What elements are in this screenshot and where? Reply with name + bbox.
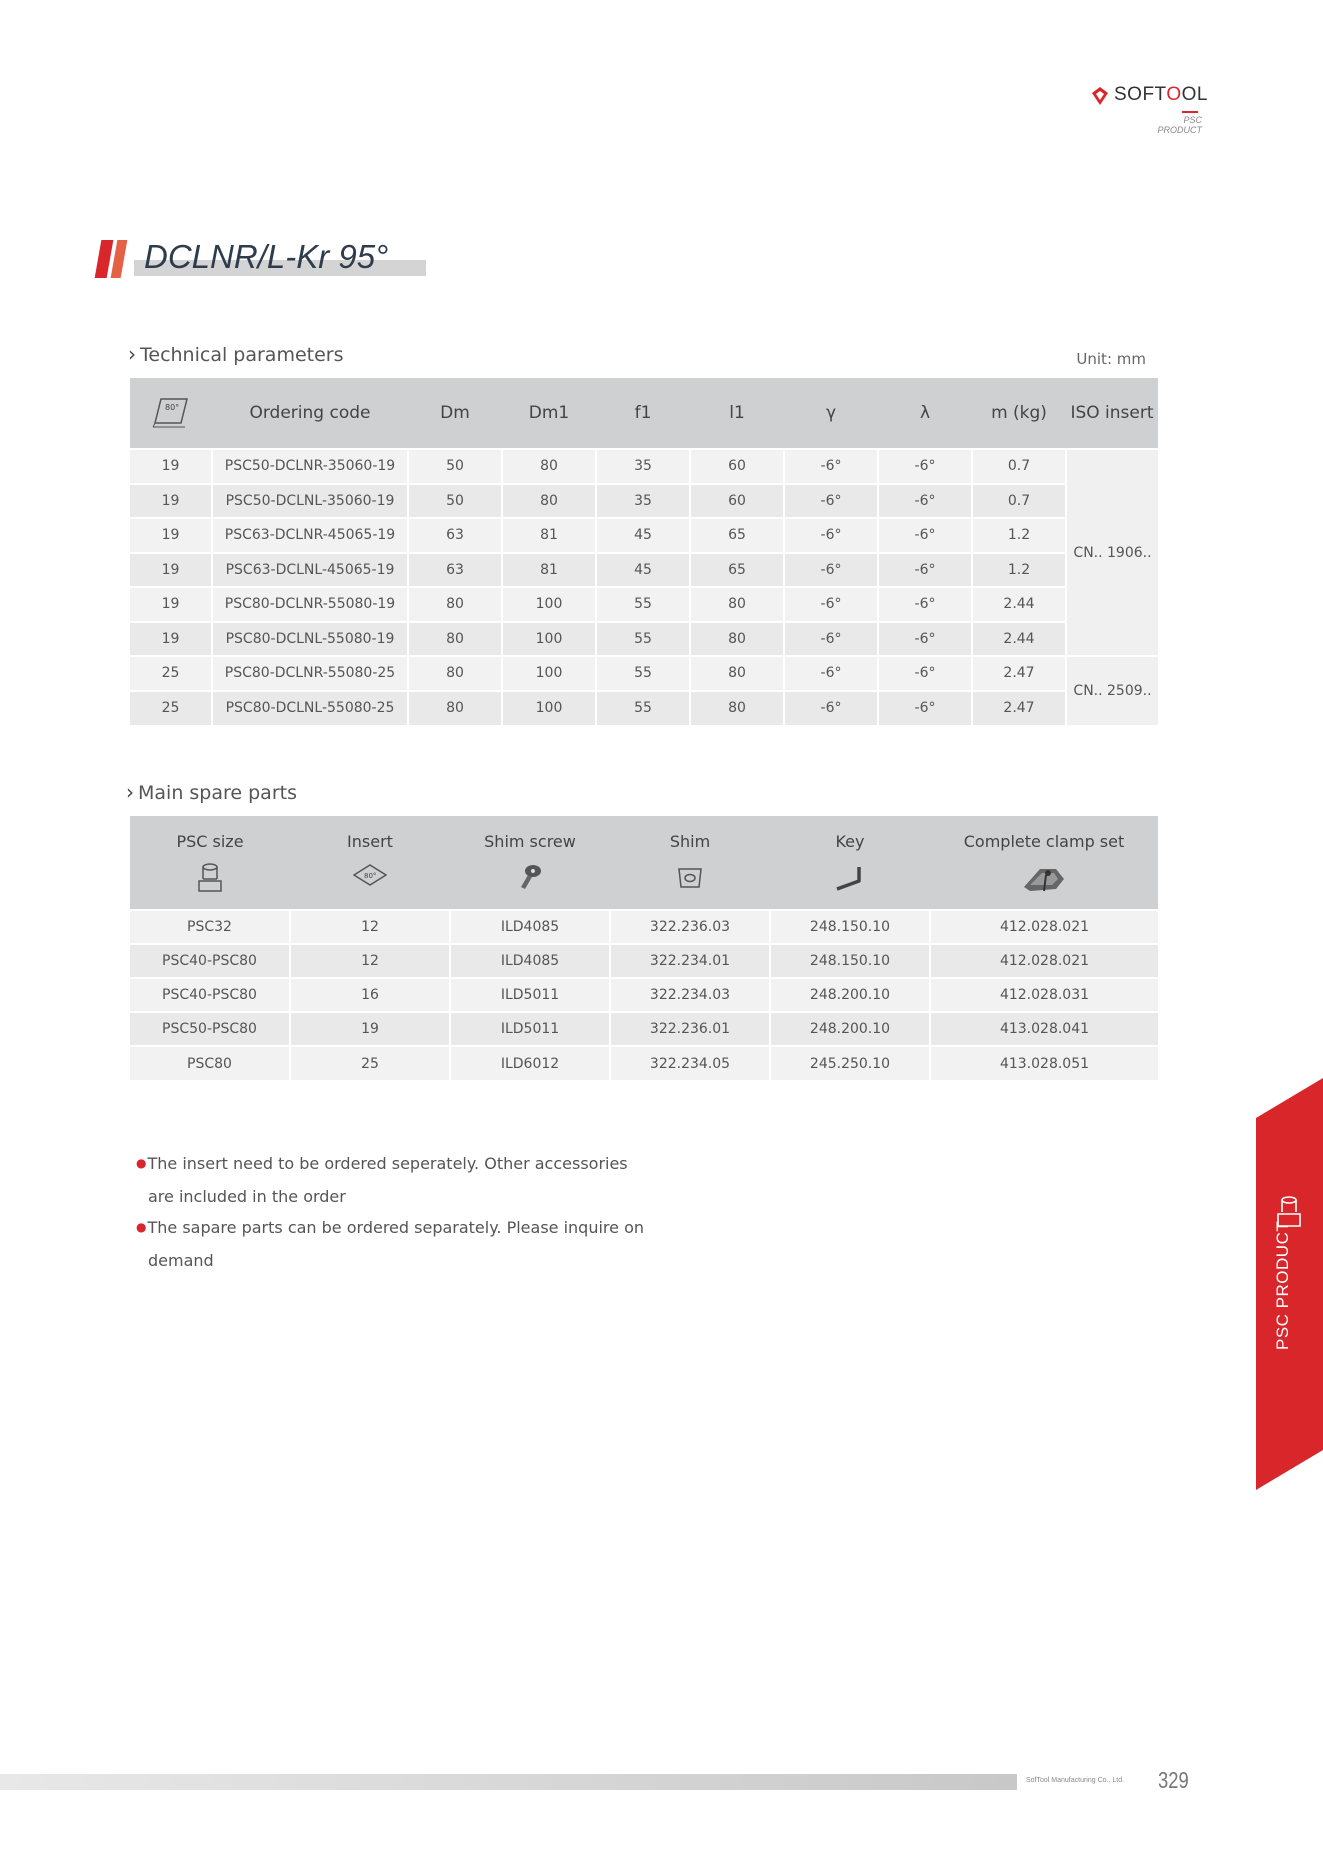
dm-cell: 80 (408, 587, 502, 622)
lambda-cell: -6° (878, 449, 972, 484)
footer-bar (0, 1774, 1017, 1790)
f1-cell: 55 (596, 691, 690, 726)
table-header-row (130, 378, 1158, 449)
mass-cell: 1.2 (972, 553, 1066, 588)
gamma-cell: -6° (784, 518, 878, 553)
iso-insert-header: ISO insert (1066, 378, 1158, 449)
dm-header: Dm (408, 378, 502, 449)
key-header: Key (770, 816, 930, 910)
table-row (130, 1046, 1158, 1080)
l1-cell: 80 (690, 691, 784, 726)
table-row (130, 978, 1158, 1012)
key-cell: 245.250.10 (770, 1046, 930, 1080)
dm1-cell: 100 (502, 691, 596, 726)
ordering-code-cell: PSC80-DCLNL-55080-25 (212, 691, 408, 726)
dm1-cell: 100 (502, 622, 596, 657)
dm-cell: 50 (408, 484, 502, 519)
ordering-code-cell: PSC63-DCLNL-45065-19 (212, 553, 408, 588)
dm1-cell: 100 (502, 587, 596, 622)
dm1-cell: 80 (502, 449, 596, 484)
clamp-set-cell: 413.028.041 (930, 1012, 1158, 1046)
mass-cell: 2.44 (972, 587, 1066, 622)
insert-size-cell: 19 (130, 553, 212, 588)
f1-cell: 55 (596, 587, 690, 622)
shim-cell: 322.236.01 (610, 1012, 770, 1046)
insert-cell: 19 (290, 1012, 450, 1046)
insert-size-cell: 19 (130, 622, 212, 657)
dm-cell: 80 (408, 622, 502, 657)
bullet-dot-icon: ● (136, 1220, 147, 1234)
table-row (130, 622, 1158, 657)
key-cell: 248.150.10 (770, 944, 930, 978)
dm1-cell: 81 (502, 518, 596, 553)
svg-text:80°: 80° (165, 402, 180, 412)
shim-header: Shim (610, 816, 770, 910)
insert-cell: 16 (290, 978, 450, 1012)
mass-cell: 2.44 (972, 622, 1066, 657)
mass-cell: 2.47 (972, 691, 1066, 726)
logo-subtitle: PSC PRODUCT (1157, 115, 1202, 135)
ordering-code-cell: PSC80-DCLNL-55080-19 (212, 622, 408, 657)
f1-header: f1 (596, 378, 690, 449)
lambda-cell: -6° (878, 622, 972, 657)
complete-clamp-set-header: Complete clamp set (930, 816, 1158, 910)
ordering-code-cell: PSC63-DCLNR-45065-19 (212, 518, 408, 553)
mass-header: m (kg) (972, 378, 1066, 449)
shim-icon (673, 861, 707, 895)
insert-size-cell: 19 (130, 449, 212, 484)
key-icon (833, 861, 867, 895)
lambda-cell: -6° (878, 518, 972, 553)
shim-screw-icon (513, 861, 547, 895)
shim-cell: 322.234.05 (610, 1046, 770, 1080)
f1-cell: 35 (596, 484, 690, 519)
psc-size-cell: PSC32 (130, 910, 290, 944)
l1-cell: 65 (690, 553, 784, 588)
psc-size-cell: PSC80 (130, 1046, 290, 1080)
l1-header: l1 (690, 378, 784, 449)
logo-mark-icon (1090, 86, 1110, 106)
l1-cell: 80 (690, 622, 784, 657)
gamma-cell: -6° (784, 449, 878, 484)
insert-angle-icon (151, 393, 191, 429)
table-row (130, 944, 1158, 978)
insert-size-cell: 19 (130, 518, 212, 553)
lambda-header: λ (878, 378, 972, 449)
ordering-code-header: Ordering code (212, 378, 408, 449)
gamma-cell: -6° (784, 553, 878, 588)
mass-cell: 0.7 (972, 484, 1066, 519)
psc-size-header: PSC size (130, 816, 290, 910)
svg-text:80°: 80° (364, 872, 377, 880)
table-row (130, 587, 1158, 622)
lambda-cell: -6° (878, 691, 972, 726)
mass-cell: 1.2 (972, 518, 1066, 553)
dm-cell: 50 (408, 449, 502, 484)
table-row (130, 1012, 1158, 1046)
f1-cell: 45 (596, 518, 690, 553)
insert-cell: 25 (290, 1046, 450, 1080)
table-row (130, 656, 1158, 691)
shim-screw-cell: ILD4085 (450, 944, 610, 978)
logo-underline (1182, 111, 1198, 113)
gamma-cell: -6° (784, 587, 878, 622)
gamma-cell: -6° (784, 622, 878, 657)
chevron-right-icon: › (128, 342, 136, 366)
gamma-cell: -6° (784, 656, 878, 691)
shim-cell: 322.234.03 (610, 978, 770, 1012)
table-row (130, 484, 1158, 519)
insert-size-cell: 19 (130, 587, 212, 622)
note-item: ●The sapare parts can be ordered separately. Please inquire on demand (136, 1218, 644, 1270)
note-item: ●The insert need to be ordered seperately. Other accessories are included in the order (136, 1154, 628, 1206)
f1-cell: 35 (596, 449, 690, 484)
chevron-right-icon: › (126, 780, 134, 804)
logo-wordmark: SOFTOOL (1114, 84, 1208, 105)
shim-screw-cell: ILD5011 (450, 1012, 610, 1046)
table-row (130, 518, 1158, 553)
insert-size-cell: 25 (130, 656, 212, 691)
insert-cell: 12 (290, 944, 450, 978)
dm-cell: 63 (408, 553, 502, 588)
dm-cell: 80 (408, 691, 502, 726)
unit-label: Unit: mm (1076, 350, 1146, 368)
spare-parts-heading: › Main spare parts (126, 780, 297, 804)
gamma-cell: -6° (784, 484, 878, 519)
page-title: DCLNR/L-Kr 95° (144, 238, 389, 275)
shim-screw-cell: ILD4085 (450, 910, 610, 944)
clamp-set-cell: 412.028.031 (930, 978, 1158, 1012)
f1-cell: 55 (596, 656, 690, 691)
technical-parameters-table (130, 378, 1158, 725)
brand-logo (1090, 82, 1220, 142)
l1-cell: 65 (690, 518, 784, 553)
iso-insert-cell: CN.. 2509.. (1066, 656, 1158, 725)
ordering-code-cell: PSC80-DCLNR-55080-25 (212, 656, 408, 691)
psc-size-cell: PSC40-PSC80 (130, 978, 290, 1012)
l1-cell: 60 (690, 484, 784, 519)
l1-cell: 80 (690, 656, 784, 691)
spare-parts-table (130, 816, 1158, 1080)
lambda-cell: -6° (878, 484, 972, 519)
clamp-set-cell: 413.028.051 (930, 1046, 1158, 1080)
page-number: 329 (1158, 1767, 1189, 1793)
psc-size-cell: PSC40-PSC80 (130, 944, 290, 978)
lambda-cell: -6° (878, 587, 972, 622)
mass-cell: 0.7 (972, 449, 1066, 484)
page-title-block (98, 238, 428, 278)
clamp-set-icon (1020, 861, 1068, 895)
insert-header: Insert 80° (290, 816, 450, 910)
ordering-code-cell: PSC50-DCLNR-35060-19 (212, 449, 408, 484)
table-row (130, 910, 1158, 944)
insert-cell: 12 (290, 910, 450, 944)
shim-screw-cell: ILD5011 (450, 978, 610, 1012)
gamma-header: γ (784, 378, 878, 449)
clamp-set-cell: 412.028.021 (930, 910, 1158, 944)
f1-cell: 45 (596, 553, 690, 588)
key-cell: 248.150.10 (770, 910, 930, 944)
key-cell: 248.200.10 (770, 978, 930, 1012)
f1-cell: 55 (596, 622, 690, 657)
ordering-code-cell: PSC50-DCLNL-35060-19 (212, 484, 408, 519)
dm1-cell: 100 (502, 656, 596, 691)
shim-cell: 322.234.01 (610, 944, 770, 978)
insert-size-header (130, 378, 212, 449)
shim-screw-cell: ILD6012 (450, 1046, 610, 1080)
psc-size-icon (193, 861, 227, 895)
table-row (130, 553, 1158, 588)
shim-cell: 322.236.03 (610, 910, 770, 944)
dm-cell: 80 (408, 656, 502, 691)
ordering-code-cell: PSC80-DCLNR-55080-19 (212, 587, 408, 622)
lambda-cell: -6° (878, 656, 972, 691)
bullet-dot-icon: ● (136, 1156, 147, 1170)
mass-cell: 2.47 (972, 656, 1066, 691)
insert-icon (353, 861, 387, 895)
lambda-cell: -6° (878, 553, 972, 588)
dm1-header: Dm1 (502, 378, 596, 449)
table-row (130, 691, 1158, 726)
iso-insert-cell: CN.. 1906.. (1066, 449, 1158, 656)
l1-cell: 60 (690, 449, 784, 484)
gamma-cell: -6° (784, 691, 878, 726)
technical-parameters-heading: › Technical parameters (128, 342, 344, 366)
shim-screw-header: Shim screw (450, 816, 610, 910)
key-cell: 248.200.10 (770, 1012, 930, 1046)
insert-size-cell: 19 (130, 484, 212, 519)
insert-size-cell: 25 (130, 691, 212, 726)
dm-cell: 63 (408, 518, 502, 553)
table-row (130, 449, 1158, 484)
footer-company: SofTool Manufacturing Co., Ltd. (1026, 1777, 1125, 1784)
table-header-row (130, 816, 1158, 910)
notes-list (136, 1148, 656, 1276)
l1-cell: 80 (690, 587, 784, 622)
clamp-set-cell: 412.028.021 (930, 944, 1158, 978)
side-tab-label (1273, 1320, 1293, 1350)
dm1-cell: 81 (502, 553, 596, 588)
dm1-cell: 80 (502, 484, 596, 519)
title-stripe (111, 240, 128, 278)
psc-size-cell: PSC50-PSC80 (130, 1012, 290, 1046)
